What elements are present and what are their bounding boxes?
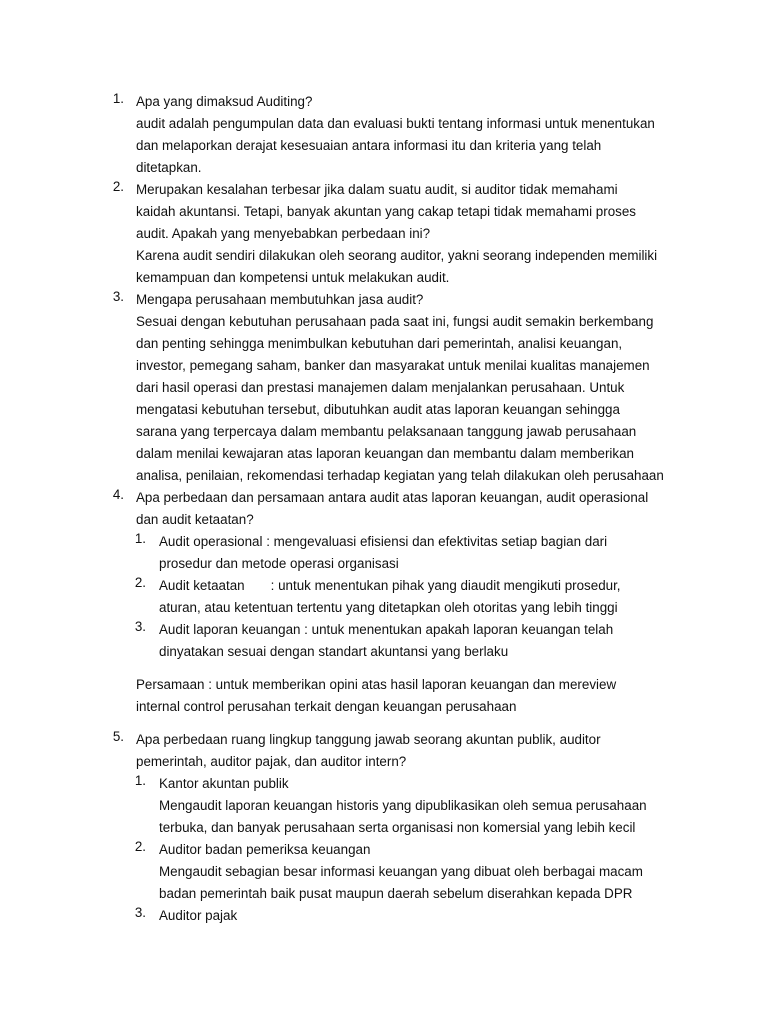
q2-answer-line: kemampuan dan kompetensi untuk melakukan audit. <box>136 270 450 285</box>
q5-item-number: 2. <box>134 839 146 854</box>
q5-number: 5. <box>112 729 124 744</box>
q4-item-line: aturan, atau ketentuan tertentu yang ditetapkan oleh otoritas yang lebih tinggi <box>159 600 618 615</box>
q5-item-line: badan pemerintah baik pusat maupun daerah sebelum diserahkan kepada DPR <box>159 886 633 901</box>
q3-answer-line: sarana yang terpercaya dalam membantu pelaksanaan tanggung jawab perusahaan <box>136 424 637 439</box>
q2-question-line: Merupakan kesalahan terbesar jika dalam suatu audit, si auditor tidak memahami <box>136 182 618 197</box>
q4-similarity-line: Persamaan : untuk memberikan opini atas hasil laporan keuangan dan mereview <box>136 677 617 692</box>
q3-answer-line: Sesuai dengan kebutuhan perusahaan pada saat ini, fungsi audit semakin berkembang <box>136 314 654 329</box>
q4-similarity-line: internal control perusahan terkait dengan keuangan perusahaan <box>136 699 517 714</box>
q3-answer-line: dalam menilai kewajaran atas laporan keuangan dan membantu dalam memberikan <box>136 446 634 461</box>
q2-question-line: audit. Apakah yang menyebabkan perbedaan ini? <box>136 226 431 241</box>
q4-question-line: dan audit ketaatan? <box>136 512 254 527</box>
q1-number: 1. <box>112 91 124 106</box>
q5-item-number: 1. <box>134 773 146 788</box>
q4-item-line: Audit laporan keuangan : untuk menentukan apakah laporan keuangan telah <box>159 622 614 637</box>
q3-answer-line: dari hasil operasi dan prestasi manajemen dalam menjalankan perusahaan. Untuk <box>136 380 625 395</box>
q3-answer-line: investor, pemegang saham, banker dan masyarakat untuk menilai kualitas manajemen <box>136 358 650 373</box>
q4-item-number: 3. <box>134 619 146 634</box>
q4-item-line: dinyatakan sesuai dengan standart akuntansi yang berlaku <box>159 644 509 659</box>
q1-question: Apa yang dimaksud Auditing? <box>136 94 313 109</box>
q5-item-number: 3. <box>134 905 146 920</box>
q5-item-line: terbuka, dan banyak perusahaan serta organisasi non komersial yang lebih kecil <box>159 820 636 835</box>
q5-item-title: Auditor pajak <box>159 908 238 923</box>
q4-number: 4. <box>112 487 124 502</box>
q4-item-line: prosedur dan metode operasi organisasi <box>159 556 399 571</box>
q5-item-title: Auditor badan pemeriksa keuangan <box>159 842 371 857</box>
q4-item-number: 2. <box>134 575 146 590</box>
q2-question-line: kaidah akuntansi. Tetapi, banyak akuntan yang cakap tetapi tidak memahami proses <box>136 204 636 219</box>
q2-answer-line: Karena audit sendiri dilakukan oleh seorang auditor, yakni seorang independen memiliki <box>136 248 658 263</box>
q3-answer-line: analisa, penilaian, rekomendasi terhadap kegiatan yang telah dilakukan oleh perusahaan <box>136 468 664 483</box>
q5-item-line: Mengaudit sebagian besar informasi keuangan yang dibuat oleh berbagai macam <box>159 864 643 879</box>
q5-item-title: Kantor akuntan publik <box>159 776 289 791</box>
q1-answer-line: ditetapkan. <box>136 160 202 175</box>
q3-answer-line: dan penting sehingga menimbulkan kebutuhan dari pemerintah, analisi keuangan, <box>136 336 623 351</box>
q5-question-line: Apa perbedaan ruang lingkup tanggung jawab seorang akuntan publik, auditor <box>136 732 601 747</box>
q4-question-line: Apa perbedaan dan persamaan antara audit atas laporan keuangan, audit operasional <box>136 490 649 505</box>
q1-answer-line: audit adalah pengumpulan data dan evaluasi bukti tentang informasi untuk menentukan <box>136 116 655 131</box>
q5-item-line: Mengaudit laporan keuangan historis yang dipublikasikan oleh semua perusahaan <box>159 798 647 813</box>
q2-number: 2. <box>112 179 124 194</box>
q4-item-number: 1. <box>134 531 146 546</box>
q3-question: Mengapa perusahaan membutuhkan jasa audit? <box>136 292 424 307</box>
q4-item-line: Audit ketaatan : untuk menentukan pihak yang diaudit mengikuti prosedur, <box>159 578 621 593</box>
q1-answer-line: dan melaporkan derajat kesesuaian antara informasi itu dan kriteria yang telah <box>136 138 602 153</box>
q4-item-line: Audit operasional : mengevaluasi efisiensi dan efektivitas setiap bagian dari <box>159 534 608 549</box>
q3-answer-line: mengatasi kebutuhan tersebut, dibutuhkan audit atas laporan keuangan sehingga <box>136 402 620 417</box>
q5-question-line: pemerintah, auditor pajak, dan auditor intern? <box>136 754 407 769</box>
q3-number: 3. <box>112 289 124 304</box>
